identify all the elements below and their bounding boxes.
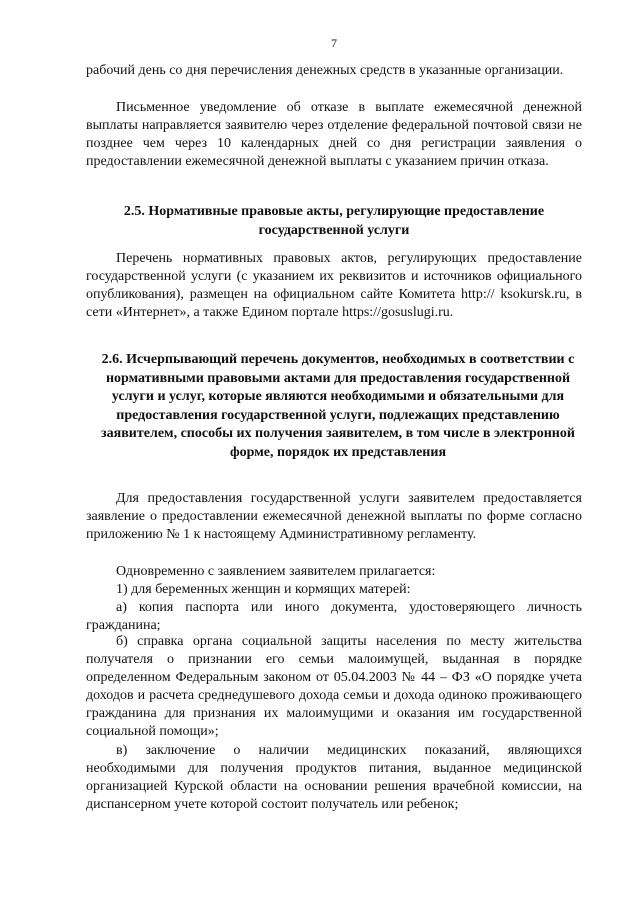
paragraph-payment-day: рабочий день со дня перечисления денежных средств в указанные организации. <box>86 63 564 78</box>
page-number: 7 <box>331 36 337 50</box>
heading-2-5: 2.5. Нормативные правовые акты, регулирующие предоставление государственной услуги <box>123 204 545 238</box>
paragraph-legal-acts: Перечень нормативных правовых актов, регулирующих предоставление государственной услуги (с указанием их реквизитов и источников официального опубликования), размещен на официальном сайте Комитета http:// ksokursk.ru, в сети «Интернет», а также Едином портале https://gosuslugi.ru. <box>86 251 582 320</box>
paragraph-application-form: Для предоставления государственной услуги заявителем предоставляется заявление о предоставлении ежемесячной денежной выплаты по форме согласно приложению № 1 к настоящему Административному регламенту. <box>86 491 582 542</box>
list-item-a: а) копия паспорта или иного документа, удостоверяющего личность гражданина; <box>86 600 582 633</box>
paragraph-refusal-notice: Письменное уведомление об отказе в выплате ежемесячной денежной выплаты направляется заявителю через отделение федеральной почтовой связи не позднее чем через 10 календарных дней со дня регистрации заявления о предоставлении ежемесячной денежной выплаты с указанием причин отказа. <box>86 100 582 169</box>
list-item-v: в) заключение о наличии медицинских показаний, являющихся необходимыми для получения продуктов питания, выданное медицинской организацией Курской области на основании решения врачебной комиссии, на диспансерном учете которой состоит получатель или ребенок; <box>86 743 582 812</box>
heading-2-6: 2.6. Исчерпывающий перечень документов, необходимых в соответствии с нормативными правовыми актами для предоставления государственной услуги и услуг, которые являются необходимыми и обязательными для предоставления государственной услуги, подлежащих представлению заявителем, способы их получения заявителем, в том числе в электронной форме, порядок их представления <box>101 352 575 460</box>
paragraph-attachments-intro: Одновременно с заявлением заявителем прилагается: <box>116 564 436 579</box>
list-item-b: б) справка органа социальной защиты населения по месту жительства получателя о признании его семьи малоимущей, выданная в порядке определенном Федеральным законом от 05.04.2003 № 44 – ФЗ «О порядке учета доходов и расчета среднедушевого дохода семьи и дохода одиноко проживающего гражданина для признания их малоимущими и оказания им государственной социальной помощи»; <box>86 634 582 739</box>
list-item-1: 1) для беременных женщин и кормящих матерей: <box>116 582 411 597</box>
